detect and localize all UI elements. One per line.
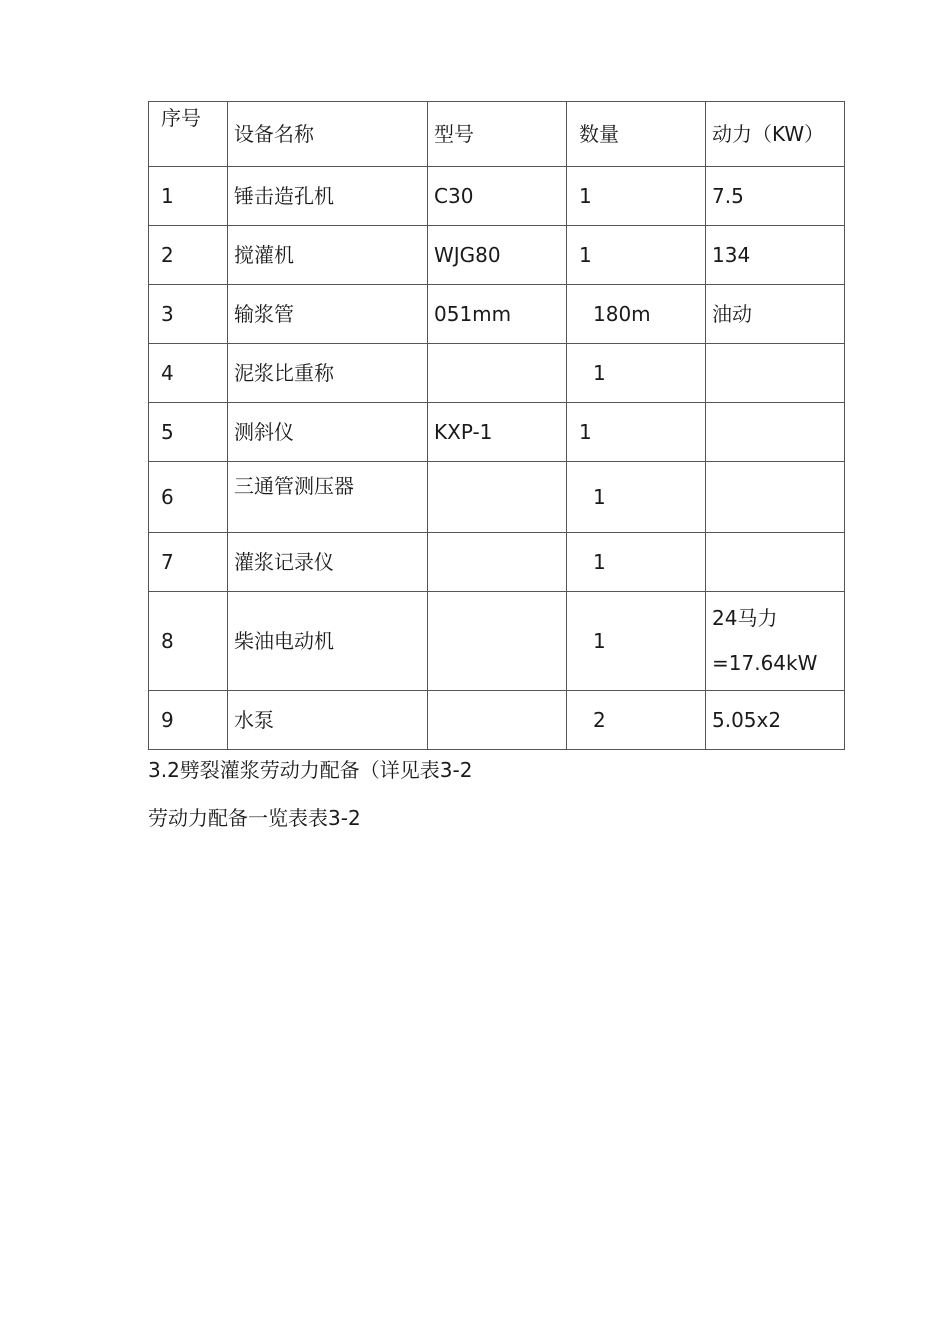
cell-model bbox=[428, 691, 567, 750]
cell-name: 泥浆比重称 bbox=[228, 344, 428, 403]
cell-qty: 1 bbox=[567, 344, 706, 403]
cell-no: 8 bbox=[149, 592, 228, 691]
cell-power: 7.5 bbox=[706, 167, 845, 226]
table-row bbox=[149, 167, 845, 226]
cell-qty: 1 bbox=[567, 226, 706, 285]
power-line-1: 24马力 bbox=[712, 606, 778, 630]
cell-power: 134 bbox=[706, 226, 845, 285]
cell-qty: 1 bbox=[567, 592, 706, 691]
table-row bbox=[149, 226, 845, 285]
table-row bbox=[149, 344, 845, 403]
cell-power: 5.05x2 bbox=[706, 691, 845, 750]
cell-qty: 1 bbox=[567, 533, 706, 592]
cell-name: 三通管测压器 bbox=[228, 462, 428, 533]
header-model: 型号 bbox=[428, 102, 567, 167]
table-row bbox=[149, 691, 845, 750]
cell-power bbox=[706, 462, 845, 533]
cell-model bbox=[428, 344, 567, 403]
power-line-2: =17.64kW bbox=[712, 651, 818, 675]
cell-power: 油动 bbox=[706, 285, 845, 344]
cell-power bbox=[706, 344, 845, 403]
section-heading: 3.2劈裂灌浆劳动力配备（详见表3-2 bbox=[148, 758, 473, 782]
cell-no: 5 bbox=[149, 403, 228, 462]
cell-no: 2 bbox=[149, 226, 228, 285]
table-row bbox=[149, 592, 845, 691]
table-caption: 劳动力配备一览表表3-2 bbox=[148, 806, 361, 830]
header-power: 动力（KW） bbox=[706, 102, 845, 167]
cell-model: KXP-1 bbox=[428, 403, 567, 462]
cell-qty: 1 bbox=[567, 462, 706, 533]
cell-model: C30 bbox=[428, 167, 567, 226]
header-qty: 数量 bbox=[567, 102, 706, 167]
cell-qty: 1 bbox=[567, 403, 706, 462]
equipment-table bbox=[148, 101, 845, 750]
cell-no: 1 bbox=[149, 167, 228, 226]
cell-no: 4 bbox=[149, 344, 228, 403]
cell-name: 测斜仪 bbox=[228, 403, 428, 462]
table-row bbox=[149, 403, 845, 462]
cell-model: 051mm bbox=[428, 285, 567, 344]
table-row bbox=[149, 462, 845, 533]
cell-power bbox=[706, 592, 845, 691]
cell-power bbox=[706, 403, 845, 462]
cell-name: 搅灌机 bbox=[228, 226, 428, 285]
table-header-row bbox=[149, 102, 845, 167]
cell-name: 灌浆记录仪 bbox=[228, 533, 428, 592]
table-row bbox=[149, 533, 845, 592]
cell-model: WJG80 bbox=[428, 226, 567, 285]
cell-no: 9 bbox=[149, 691, 228, 750]
cell-model bbox=[428, 533, 567, 592]
cell-no: 3 bbox=[149, 285, 228, 344]
cell-qty: 2 bbox=[567, 691, 706, 750]
table-row bbox=[149, 285, 845, 344]
cell-name: 柴油电动机 bbox=[228, 592, 428, 691]
cell-name: 输浆管 bbox=[228, 285, 428, 344]
cell-model bbox=[428, 592, 567, 691]
cell-no: 7 bbox=[149, 533, 228, 592]
header-no: 序号 bbox=[149, 102, 228, 167]
cell-power bbox=[706, 533, 845, 592]
cell-no: 6 bbox=[149, 462, 228, 533]
cell-name: 水泵 bbox=[228, 691, 428, 750]
header-name: 设备名称 bbox=[228, 102, 428, 167]
cell-name: 锤击造孔机 bbox=[228, 167, 428, 226]
cell-qty: 180m bbox=[567, 285, 706, 344]
cell-qty: 1 bbox=[567, 167, 706, 226]
cell-model bbox=[428, 462, 567, 533]
